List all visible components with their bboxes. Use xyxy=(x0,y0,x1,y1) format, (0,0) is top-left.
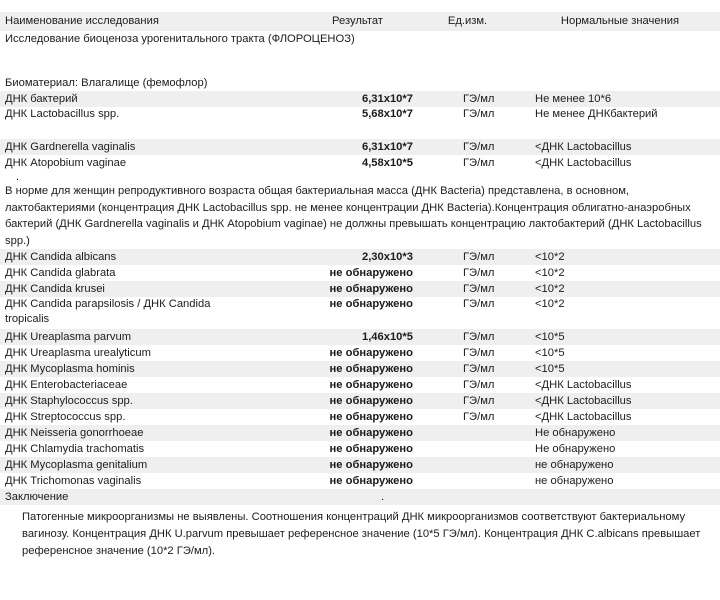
row-normal: Не обнаружено xyxy=(535,443,616,455)
row-normal: Не менее 10*6 xyxy=(535,93,612,105)
row-name: ДНК Candida albicans xyxy=(5,251,117,263)
row-unit: ГЭ/мл xyxy=(463,93,495,105)
row-result: не обнаружено xyxy=(329,283,413,295)
row-normal: <10*2 xyxy=(535,283,565,295)
row-normal: <ДНК Lactobacillus xyxy=(535,395,632,407)
table-row xyxy=(0,473,720,489)
biomaterial-line: Биоматериал: Влагалище (фемофлор) xyxy=(0,75,720,91)
row-name: ДНК Streptococcus spp. xyxy=(5,411,126,423)
row-unit: ГЭ/мл xyxy=(463,363,495,375)
row-normal: Не обнаружено xyxy=(535,427,616,439)
row-name: ДНК Trichomonas vaginalis xyxy=(5,475,142,487)
column-header-unit: Ед.изм. xyxy=(447,15,488,27)
stray-dot-marker: . xyxy=(0,171,720,183)
table-row xyxy=(0,249,720,265)
table-row xyxy=(0,297,720,329)
row-unit: ГЭ/мл xyxy=(463,267,495,279)
row-name: ДНК Ureaplasma urealyticum xyxy=(5,347,151,359)
conclusion-label: Заключение xyxy=(5,491,69,503)
row-result: 1,46x10*5 xyxy=(361,331,413,343)
row-name: ДНК Chlamydia trachomatis xyxy=(5,443,145,455)
row-normal: не обнаружено xyxy=(535,459,614,471)
row-result: не обнаружено xyxy=(329,427,413,439)
table-row xyxy=(0,265,720,281)
row-unit: ГЭ/мл xyxy=(463,251,495,263)
row-name: ДНК бактерий xyxy=(5,93,78,105)
row-unit: ГЭ/мл xyxy=(463,157,495,169)
row-name: ДНК Lactobacillus spp. xyxy=(5,108,120,120)
row-name: ДНК Gardnerella vaginalis xyxy=(5,141,136,153)
row-unit: ГЭ/мл xyxy=(463,395,495,407)
table-row xyxy=(0,393,720,409)
row-name: ДНК Staphylococcus spp. xyxy=(5,395,133,407)
row-unit: ГЭ/мл xyxy=(463,108,495,120)
row-unit: ГЭ/мл xyxy=(463,298,495,310)
row-result: не обнаружено xyxy=(329,395,413,407)
table-row xyxy=(0,107,720,139)
row-unit: ГЭ/мл xyxy=(463,331,495,343)
row-result: 6,31x10*7 xyxy=(361,141,413,153)
row-normal: не обнаружено xyxy=(535,475,614,487)
spacer xyxy=(0,47,720,63)
row-name: ДНК Candida glabrata xyxy=(5,267,116,279)
stray-dot-marker: . xyxy=(381,491,385,503)
row-result: 6,31x10*7 xyxy=(361,93,413,105)
row-normal: <10*2 xyxy=(535,251,565,263)
interpretation-note: В норме для женщин репродуктивного возраста общая бактериальная масса (ДНК Bacteria) представлена, в основном, лактобактериями (концентрация ДНК Lactobacillus spp. не менее концентрации ДНК Bacteria).Концентрация облигатно-анаэробных бактерий (ДНК Gardnerella vaginalis и ДНК Atopobium vaginae) не должны превышать концентрацию лактобактерий (ДНК Lactobacillus spp.) xyxy=(0,183,720,249)
conclusion-text: Патогенные микроорганизмы не выявлены. Соотношения концентраций ДНК микроорганизмов соответствуют бактериальному вагинозу. Концентрация ДНК U.parvum превышает референсное значение (10*5 ГЭ/мл). Концентрация ДНК C.albicans превышает референсное значение (10*2 ГЭ/мл). xyxy=(0,509,720,560)
row-unit: ГЭ/мл xyxy=(463,411,495,423)
row-name: ДНК Ureaplasma parvum xyxy=(5,331,132,343)
table-row xyxy=(0,91,720,107)
row-name: ДНК Neisseria gonorrhoeae xyxy=(5,427,144,439)
row-result: 2,30x10*3 xyxy=(361,251,413,263)
row-name: ДНК Candida krusei xyxy=(5,283,105,295)
conclusion-label-row xyxy=(0,489,720,505)
table-row xyxy=(0,377,720,393)
spacer xyxy=(0,63,720,75)
row-normal: <ДНК Lactobacillus xyxy=(535,141,632,153)
row-name: ДНК Atopobium vaginae xyxy=(5,157,127,169)
row-normal: <10*2 xyxy=(535,267,565,279)
row-normal: <10*5 xyxy=(535,331,565,343)
table-row xyxy=(0,345,720,361)
row-result: не обнаружено xyxy=(329,411,413,423)
table-row xyxy=(0,409,720,425)
row-result: не обнаружено xyxy=(329,459,413,471)
table-row xyxy=(0,425,720,441)
table-row xyxy=(0,441,720,457)
row-result: не обнаружено xyxy=(329,267,413,279)
row-result: не обнаружено xyxy=(329,443,413,455)
row-result: не обнаружено xyxy=(329,363,413,375)
row-unit: ГЭ/мл xyxy=(463,141,495,153)
row-normal: <10*5 xyxy=(535,347,565,359)
row-normal: <ДНК Lactobacillus xyxy=(535,157,632,169)
row-result: не обнаружено xyxy=(329,475,413,487)
row-normal: <ДНК Lactobacillus xyxy=(535,411,632,423)
table-row xyxy=(0,139,720,155)
row-result: 4,58x10*5 xyxy=(361,157,413,169)
table-row xyxy=(0,457,720,473)
column-header-name: Наименование исследования xyxy=(5,15,159,27)
row-name: ДНК Enterobacteriaceae xyxy=(5,379,128,391)
row-result: не обнаружено xyxy=(329,379,413,391)
row-name: ДНК Mycoplasma genitalium xyxy=(5,459,148,471)
table-row xyxy=(0,155,720,171)
row-normal: <ДНК Lactobacillus xyxy=(535,379,632,391)
row-result: 5,68x10*7 xyxy=(361,108,413,120)
table-header-row xyxy=(0,12,720,31)
table-row xyxy=(0,329,720,345)
row-name: ДНК Mycoplasma hominis xyxy=(5,363,135,375)
study-title-line: Исследование биоценоза урогенитального тракта (ФЛОРОЦЕНОЗ) xyxy=(0,31,720,47)
row-unit: ГЭ/мл xyxy=(463,379,495,391)
row-unit: ГЭ/мл xyxy=(463,347,495,359)
row-result: не обнаружено xyxy=(329,298,413,310)
table-row xyxy=(0,361,720,377)
row-normal: <10*5 xyxy=(535,363,565,375)
table-row xyxy=(0,281,720,297)
row-normal: <10*2 xyxy=(535,298,565,310)
row-name: ДНК Candida parapsilosis / ДНК Candida tropicalis xyxy=(5,298,211,325)
row-unit: ГЭ/мл xyxy=(463,283,495,295)
column-header-normal: Нормальные значения xyxy=(560,15,680,27)
row-normal: Не менее ДНКбактерий xyxy=(535,108,658,120)
row-result: не обнаружено xyxy=(329,347,413,359)
column-header-result: Результат xyxy=(332,15,383,27)
